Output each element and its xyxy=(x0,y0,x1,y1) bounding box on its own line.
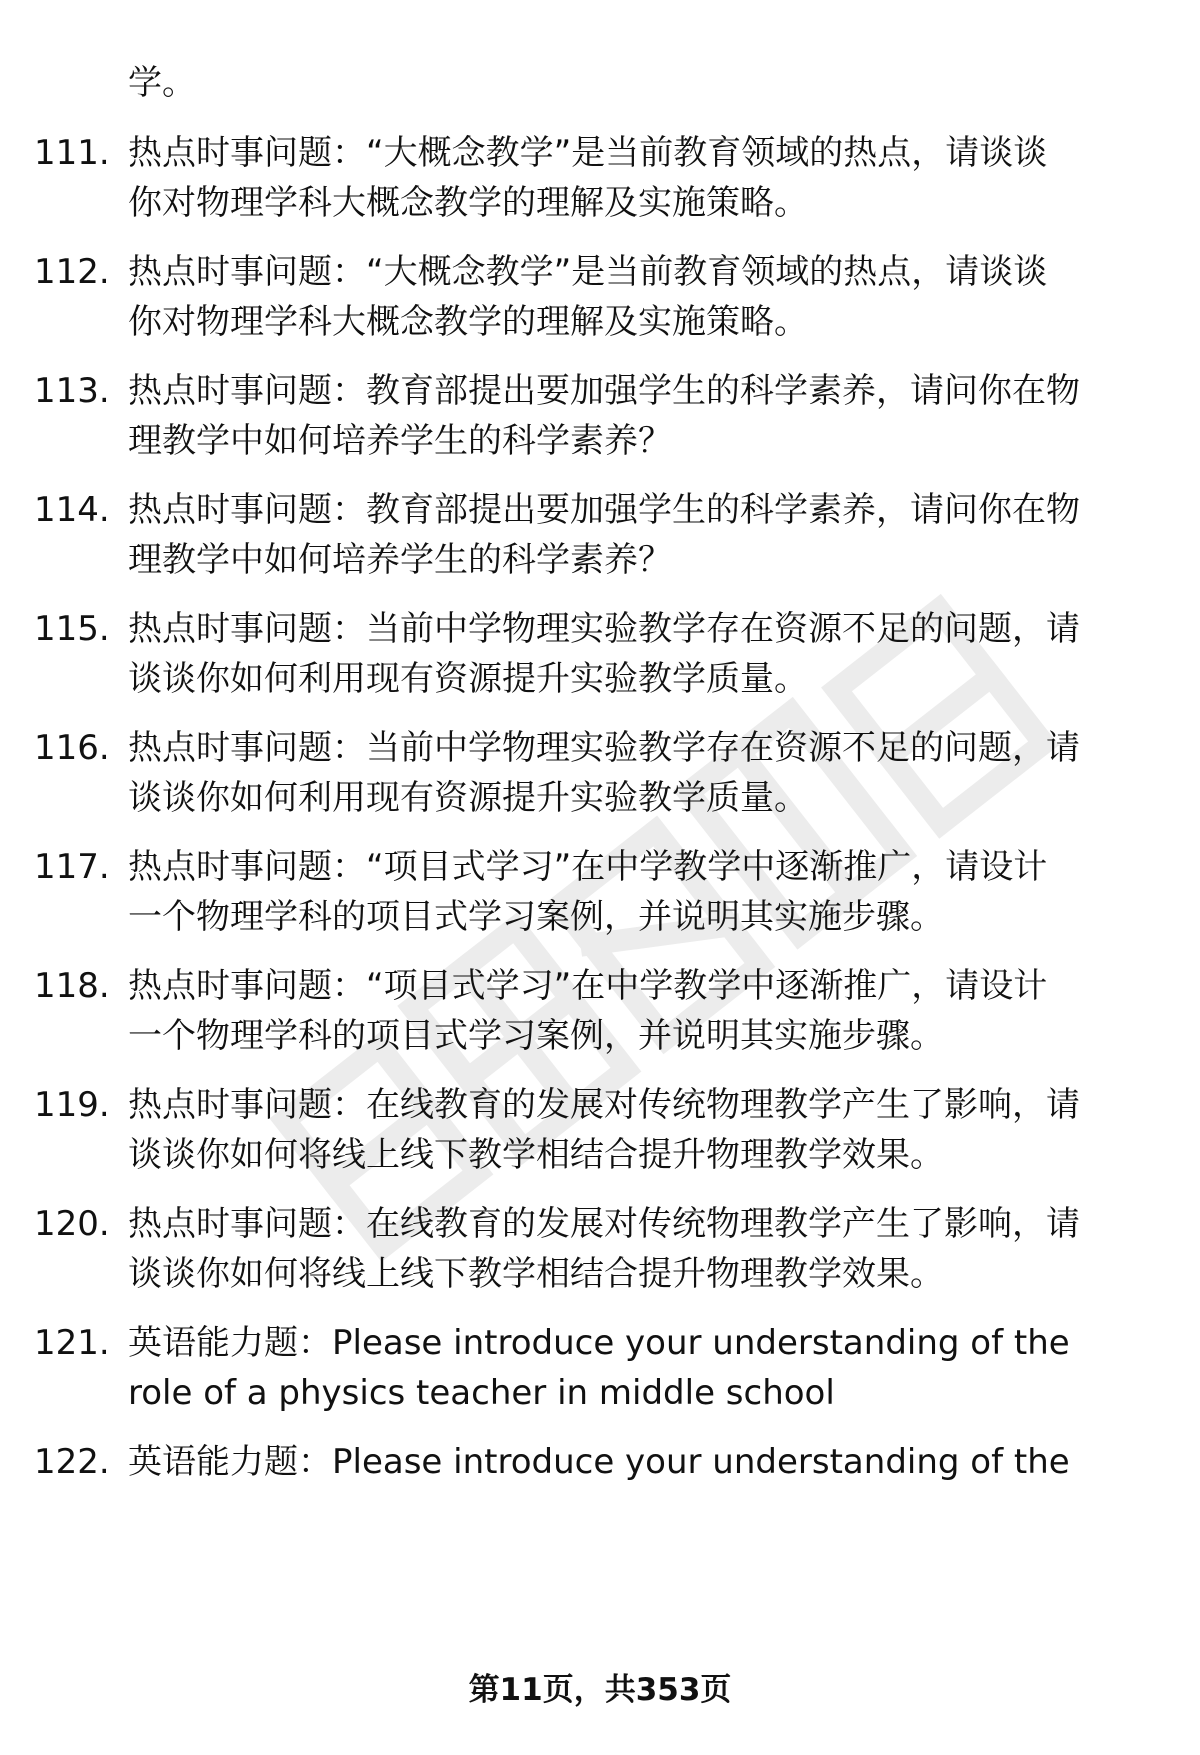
question-text xyxy=(128,961,1138,1061)
question-line: 热点时事问题：教育部提出要加强学生的科学素养，请问你在物 xyxy=(128,490,1080,530)
question-text xyxy=(128,1199,1138,1299)
question-line: 谈谈你如何将线上线下教学相结合提升物理教学效果。 xyxy=(128,1254,944,1294)
question-number: 115. xyxy=(34,609,110,649)
question-line: 谈谈你如何将线上线下教学相结合提升物理教学效果。 xyxy=(128,1135,944,1175)
question-line: 一个物理学科的项目式学习案例，并说明其实施步骤。 xyxy=(128,897,944,937)
question-line: 热点时事问题：“项目式学习”在中学教学中逐渐推广，请设计 xyxy=(128,966,1048,1006)
question-number: 118. xyxy=(34,966,110,1006)
question-number: 119. xyxy=(34,1085,110,1125)
question-line: 谈谈你如何利用现有资源提升实验教学质量。 xyxy=(128,659,808,699)
question-text xyxy=(128,366,1138,466)
question-number: 120. xyxy=(34,1204,110,1244)
question-number: 122. xyxy=(34,1442,110,1482)
question-number: 111. xyxy=(34,133,110,173)
question-line: 热点时事问题：“大概念教学”是当前教育领域的热点，请谈谈 xyxy=(128,133,1048,173)
question-text xyxy=(128,723,1138,823)
question-line: 热点时事问题：当前中学物理实验教学存在资源不足的问题，请 xyxy=(128,609,1080,649)
question-number: 117. xyxy=(34,847,110,887)
question-line: 热点时事问题：教育部提出要加强学生的科学素养，请问你在物 xyxy=(128,371,1080,411)
question-line: 热点时事问题：“项目式学习”在中学教学中逐渐推广，请设计 xyxy=(128,847,1048,887)
question-line: role of a physics teacher in middle school xyxy=(128,1373,835,1413)
question-text xyxy=(128,1437,1138,1487)
continuation-text: 学。 xyxy=(128,63,196,103)
question-number: 112. xyxy=(34,252,110,292)
question-line: 热点时事问题：“大概念教学”是当前教育领域的热点，请谈谈 xyxy=(128,252,1048,292)
question-line: 谈谈你如何利用现有资源提升实验教学质量。 xyxy=(128,778,808,818)
page-footer: 第11页，共353页 xyxy=(468,1672,732,1708)
question-text xyxy=(128,1318,1138,1418)
question-number: 116. xyxy=(34,728,110,768)
question-text xyxy=(128,485,1138,585)
question-line: 一个物理学科的项目式学习案例，并说明其实施步骤。 xyxy=(128,1016,944,1056)
question-line: 你对物理学科大概念教学的理解及实施策略。 xyxy=(128,183,808,223)
question-line: 英语能力题：Please introduce your understanding of the xyxy=(128,1323,1070,1363)
question-line: 热点时事问题：在线教育的发展对传统物理教学产生了影响，请 xyxy=(128,1204,1080,1244)
question-line: 热点时事问题：在线教育的发展对传统物理教学产生了影响，请 xyxy=(128,1085,1080,1125)
question-line: 理教学中如何培养学生的科学素养？ xyxy=(128,421,672,461)
question-line: 理教学中如何培养学生的科学素养？ xyxy=(128,540,672,580)
question-text xyxy=(128,1080,1138,1180)
question-number: 113. xyxy=(34,371,110,411)
question-text xyxy=(128,604,1138,704)
question-line: 热点时事问题：当前中学物理实验教学存在资源不足的问题，请 xyxy=(128,728,1080,768)
question-number: 114. xyxy=(34,490,110,530)
question-text xyxy=(128,128,1138,228)
question-number: 121. xyxy=(34,1323,110,1363)
question-line: 英语能力题：Please introduce your understanding of the xyxy=(128,1442,1070,1482)
question-text xyxy=(128,842,1138,942)
question-text xyxy=(128,247,1138,347)
question-line: 你对物理学科大概念教学的理解及实施策略。 xyxy=(128,302,808,342)
